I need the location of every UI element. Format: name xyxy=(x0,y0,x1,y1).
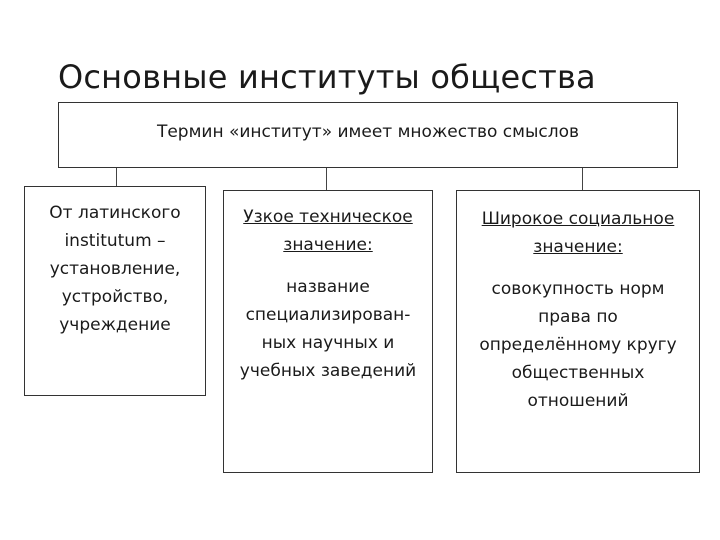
connector-line-right xyxy=(582,168,583,190)
narrow-line-2: специализирован- xyxy=(245,305,411,325)
term-text: Термин «институт» имеет множество смыслов xyxy=(156,122,580,142)
connector-line-middle xyxy=(326,168,327,190)
term-box xyxy=(58,102,678,168)
broad-line-2: права по xyxy=(538,307,618,327)
narrow-meaning-card xyxy=(223,190,433,473)
connector-line-left xyxy=(116,168,117,186)
broad-line-3: определённому кругу xyxy=(479,335,677,355)
broad-meaning-body xyxy=(457,275,699,415)
narrow-meaning-heading xyxy=(224,203,432,259)
narrow-heading-line-2: значение: xyxy=(283,235,373,255)
page-title: Основные институты общества xyxy=(58,58,596,96)
broad-heading-line-2: значение: xyxy=(533,237,623,257)
broad-line-4: общественных xyxy=(511,363,645,383)
broad-heading-line-1: Широкое социальное xyxy=(481,209,675,229)
origin-line-3: установление, xyxy=(49,259,181,279)
origin-line-2: institutum – xyxy=(64,231,166,251)
narrow-meaning-body xyxy=(224,273,432,385)
narrow-heading-line-1: Узкое техническое xyxy=(243,207,413,227)
origin-line-5: учреждение xyxy=(59,315,171,335)
origin-line-4: устройство, xyxy=(61,287,169,307)
narrow-line-3: ных научных и xyxy=(261,333,395,353)
origin-line-1: От латинского xyxy=(49,203,181,223)
narrow-line-4: учебных заведений xyxy=(239,361,417,381)
origin-card xyxy=(24,186,206,396)
broad-line-5: отношений xyxy=(527,391,629,411)
broad-meaning-card xyxy=(456,190,700,473)
narrow-line-1: название xyxy=(286,277,370,297)
broad-line-1: совокупность норм xyxy=(491,279,665,299)
broad-meaning-heading xyxy=(457,205,699,261)
